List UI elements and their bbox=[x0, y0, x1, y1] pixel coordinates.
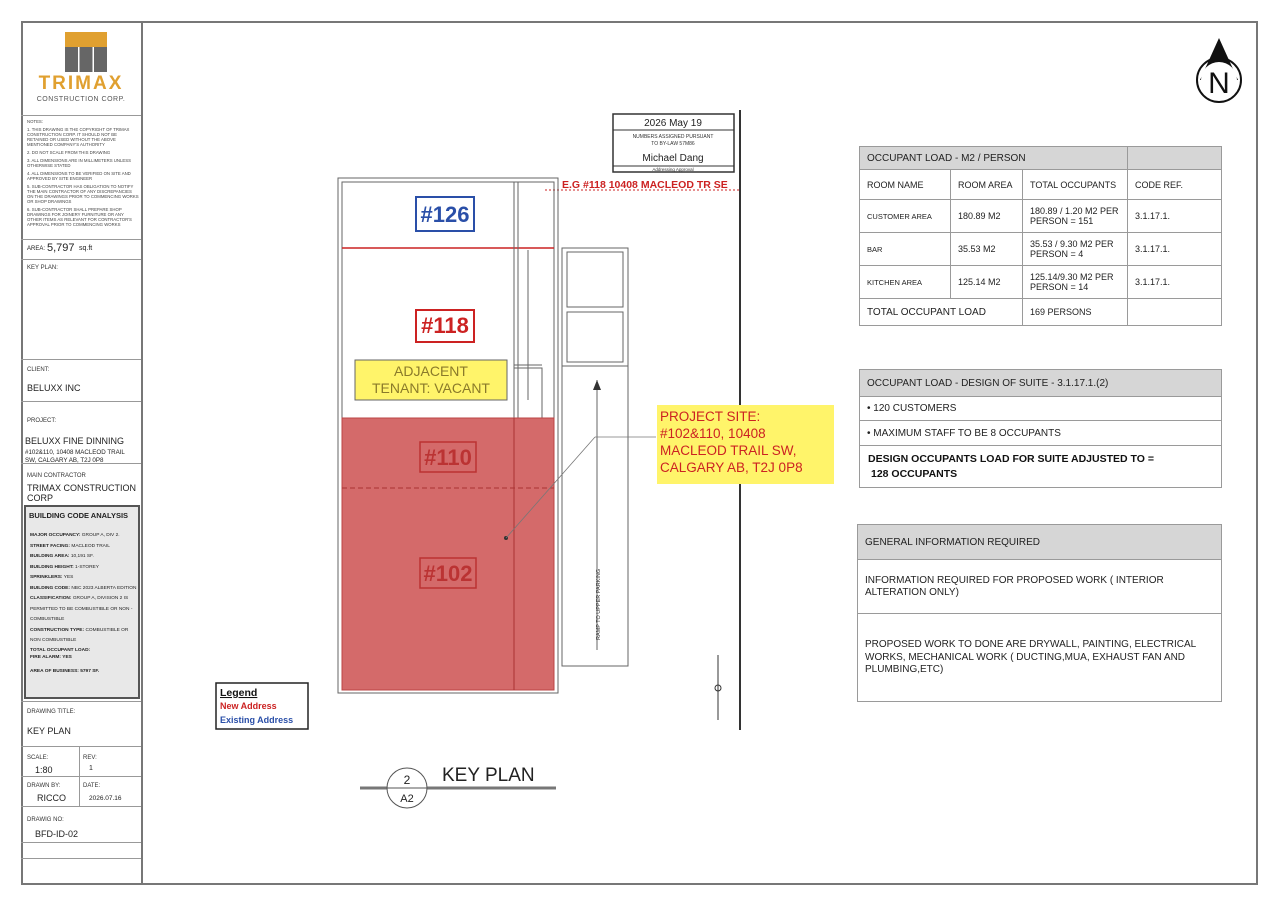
drawn-by-value: RICCO bbox=[37, 793, 66, 803]
general-info-title: GENERAL INFORMATION REQUIRED bbox=[858, 525, 1221, 560]
ramp-arrow-icon bbox=[593, 380, 601, 390]
code-row: CLASSIFICATION: GROUP A, DIVISION 2 IS PERMITTED TO BE COMBUSTIBLE OR NON -COMBUSTIBLE bbox=[30, 596, 133, 622]
adjacent-line-1: ADJACENT bbox=[394, 363, 468, 379]
rev-label: REV: bbox=[83, 755, 97, 761]
general-info-row-1: INFORMATION REQUIRED FOR PROPOSED WORK ( INTERIOR ALTERATION ONLY) bbox=[858, 560, 1221, 614]
code-row: BUILDING HEIGHT: 1-STOREY bbox=[30, 564, 99, 570]
main-contractor-value-1: TRIMAX CONSTRUCTION bbox=[27, 483, 136, 493]
rev-value: 1 bbox=[89, 765, 93, 772]
code-row: FIRE ALARM: YES bbox=[30, 654, 72, 660]
note-item: 4. ALL DIMENSIONS TO BE VERIFIED ON SITE AND APPROVED BY SITE ENGINEER bbox=[27, 171, 131, 181]
project-label: PROJECT: bbox=[27, 418, 57, 424]
code-row: MAJOR OCCUPANCY: GROUP A, DIV 2. bbox=[30, 533, 120, 538]
adjacent-line-2: TENANT: VACANT bbox=[372, 380, 490, 396]
note-item: 6. SUB-CONTRACTOR SHALL PREPARE SHOP DRAWINGS FOR JOINERY FURNITURE OR ANY OTHER ITEMS AS RELEVANT FOR CONTRACTOR'S APPROVAL PRIOR TO COMMENCING WORKS bbox=[27, 207, 132, 227]
code-row: STREET FACING: MACLEOD TRAIL bbox=[30, 543, 110, 549]
unit-label-118: #118 bbox=[421, 313, 469, 338]
code-row: BUILDING AREA: 10,191 SF. bbox=[30, 554, 94, 559]
general-info-row-2: PROPOSED WORK TO DONE ARE DRYWALL, PAINTING, ELECTRICAL WORKS, MECHANICAL WORK ( DUCTING,MUA, EXHAUST FAN AND PLUMBING,ETC) bbox=[865, 639, 1196, 675]
total-occupant-label: TOTAL OCCUPANT LOAD bbox=[860, 299, 1023, 326]
note-item: 1. THIS DRAWING IS THE COPYRIGHT OF TRIMAX CONSTRUCTION CORP. IT SHOULD NOT BE RETAINED OR USED WITHOUT THE ABOVE MENTIONED COMPANY'S AUTHORITY bbox=[27, 127, 130, 147]
design-suite-conclusion: DESIGN OCCUPANTS LOAD FOR SUITE ADJUSTED TO = 128 OCCUPANTS bbox=[868, 453, 1154, 480]
code-row: CONSTRUCTION TYPE: COMBUSTIBLE OR NON COMBUSTIBLE bbox=[30, 627, 129, 643]
addressing-stamp bbox=[613, 114, 734, 172]
occupant-load-title: OCCUPANT LOAD - M2 / PERSON bbox=[860, 147, 1128, 170]
stamp-line-1: NUMBERS ASSIGNED PURSUANT bbox=[632, 134, 714, 140]
unit-label-102: #102 bbox=[423, 561, 473, 586]
legend-title: Legend bbox=[220, 687, 258, 699]
drawing-title-label: DRAWING TITLE: bbox=[27, 709, 76, 715]
design-suite-title: OCCUPANT LOAD - DESIGN OF SUITE - 3.1.17.1.(2) bbox=[860, 370, 1221, 397]
north-arrow-icon bbox=[1197, 38, 1241, 102]
design-suite-item-2: • MAXIMUM STAFF TO BE 8 OCCUPANTS bbox=[860, 421, 1221, 446]
legend-new-address: New Address bbox=[220, 701, 277, 711]
area-unit: sq.ft bbox=[79, 245, 93, 252]
date-value: 2026.07.16 bbox=[89, 795, 122, 802]
project-site-line-4: CALGARY AB, T2J 0P8 bbox=[660, 460, 803, 475]
total-occupant-value: 169 PERSONS bbox=[1023, 299, 1128, 326]
project-address-2: SW, CALGARY AB, T2J 0P8 bbox=[25, 457, 104, 464]
note-item: 5. SUB-CONTRACTOR HAS OBLIGATION TO NOTIFY THE MAIN CONTRACTOR OF ANY DISCREPANCIES ON THE DRAWINGS PRIOR TO COMMENCING WORKS OR SHOP DRAWINGS bbox=[27, 184, 139, 204]
drawing-title-value: KEY PLAN bbox=[27, 726, 71, 736]
client-value: BELUXX INC bbox=[27, 383, 81, 393]
project-site-line-2: #102&110, 10408 bbox=[660, 426, 766, 441]
note-item: 3. ALL DIMENSIONS ARE IN MILLIMETERS UNLESS OTHERWISE STATED bbox=[27, 158, 131, 168]
project-name: BELUXX FINE DINNING bbox=[25, 436, 125, 446]
code-row: TOTAL OCCUPANT LOAD: bbox=[30, 647, 91, 653]
scale-label: SCALE: bbox=[27, 755, 49, 761]
example-address-label: E.G #118 10408 MACLEOD TR SE bbox=[562, 179, 728, 191]
key-plan-number: 2 bbox=[403, 773, 411, 787]
small-north-icon bbox=[715, 655, 721, 720]
client-label: CLIENT: bbox=[27, 367, 50, 373]
drawing-no-value: BFD-ID-02 bbox=[35, 829, 79, 839]
header-total-occupants: TOTAL OCCUPANTS bbox=[1023, 170, 1128, 200]
project-site-line-3: MACLEOD TRAIL SW, bbox=[660, 443, 797, 458]
date-label: DATE: bbox=[83, 783, 101, 789]
note-item: 2. DO NOT SCALE FROM THIS DRAWING bbox=[27, 150, 111, 155]
logo-subtitle: CONSTRUCTION CORP. bbox=[36, 96, 126, 103]
key-plan-sheet: A2 bbox=[400, 793, 414, 805]
unit-label-126: #126 bbox=[420, 202, 470, 227]
table-row: BAR 35.53 M2 35.53 / 9.30 M2 PER PERSON = 4 3.1.17.1. bbox=[860, 233, 1222, 266]
key-plan-title: KEY PLAN bbox=[442, 765, 535, 786]
code-row: SPRINKLERS: YES bbox=[30, 575, 74, 580]
project-address-1: #102&110, 10408 MACLEOD TRAIL bbox=[25, 449, 125, 456]
header-code-ref: CODE REF. bbox=[1128, 170, 1222, 200]
key-plan-label: KEY PLAN: bbox=[27, 265, 58, 271]
stamp-sub: Addressing Approval bbox=[652, 167, 694, 172]
legend-existing-address: Existing Address bbox=[220, 715, 294, 725]
notes-heading: NOTES: bbox=[27, 119, 43, 124]
code-row: AREA OF BUSINESS: 5797 SF. bbox=[30, 668, 100, 674]
main-contractor-label: MAIN CONTRACTOR bbox=[27, 473, 86, 479]
area-value: 5,797 bbox=[47, 242, 75, 254]
table-row: KITCHEN AREA 125.14 M2 125.14/9.30 M2 PER PERSON = 14 3.1.17.1. bbox=[860, 266, 1222, 299]
building-code-title: BUILDING CODE ANALYSIS bbox=[29, 511, 129, 520]
code-row: BUILDING CODE: NBC 2023 ALBERTA EDITION bbox=[30, 585, 137, 591]
area-label: AREA: bbox=[27, 246, 46, 252]
general-info-panel bbox=[857, 524, 1222, 702]
logo-wordmark: TRIMAX bbox=[38, 73, 124, 94]
north-label: N bbox=[1208, 67, 1230, 100]
stamp-date: 2026 May 19 bbox=[644, 118, 702, 129]
design-suite-panel bbox=[859, 369, 1222, 488]
header-room-area: ROOM AREA bbox=[951, 170, 1023, 200]
stamp-line-2: TO BY-LAW 57M86 bbox=[651, 141, 695, 147]
header-room-name: ROOM NAME bbox=[860, 170, 951, 200]
stamp-name: Michael Dang bbox=[642, 153, 704, 164]
occupant-load-table bbox=[859, 146, 1222, 326]
unit-label-110: #110 bbox=[424, 445, 472, 470]
drawn-by-label: DRAWN BY: bbox=[27, 783, 61, 789]
project-site-line-1: PROJECT SITE: bbox=[660, 409, 761, 424]
design-suite-item-1: • 120 CUSTOMERS bbox=[860, 397, 1221, 421]
scale-value: 1:80 bbox=[35, 765, 53, 775]
drawing-no-label: DRAWIG NO: bbox=[27, 817, 64, 823]
table-row: CUSTOMER AREA 180.89 M2 180.89 / 1.20 M2 PER PERSON = 151 3.1.17.1. bbox=[860, 200, 1222, 233]
ramp-label: RAMP TO UPPER PARKING bbox=[596, 568, 602, 640]
main-contractor-value-2: CORP bbox=[27, 493, 54, 503]
key-plan-title-block bbox=[360, 765, 556, 808]
